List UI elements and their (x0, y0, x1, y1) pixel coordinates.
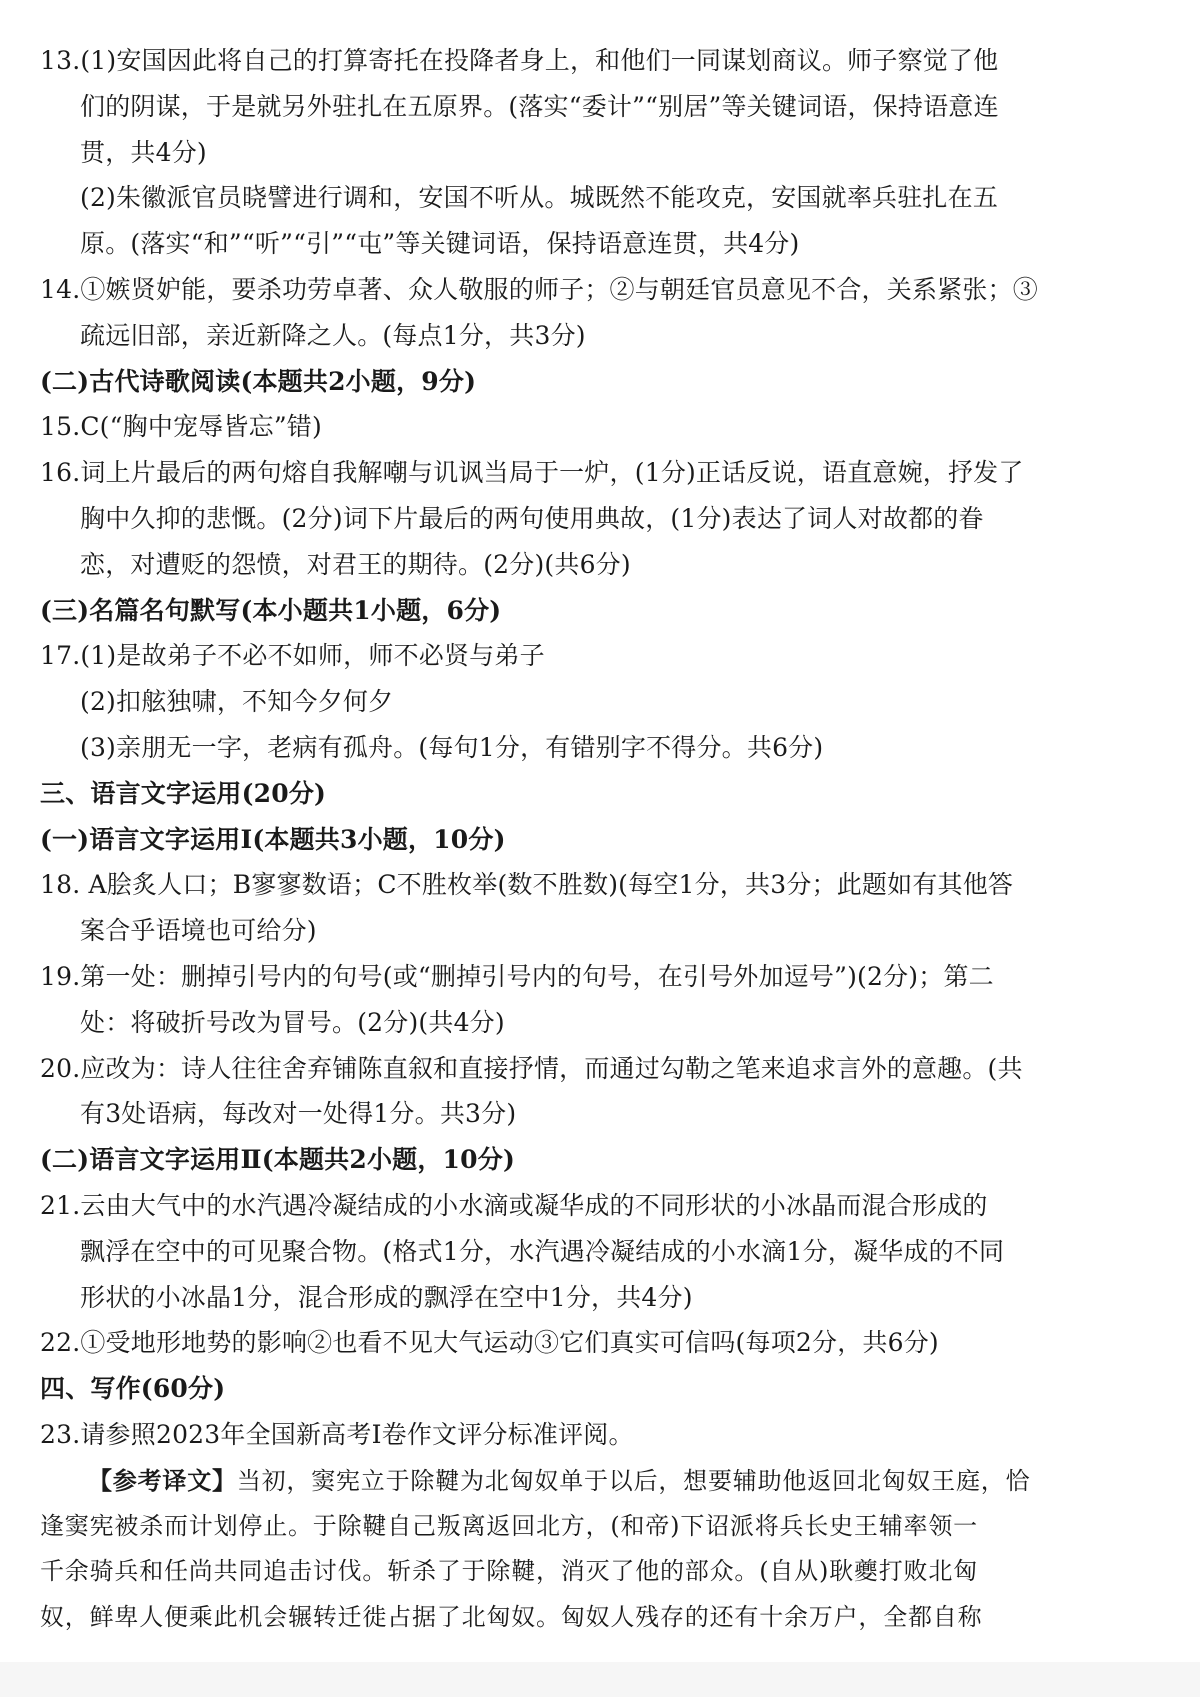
answer-14-line-2: 疏远旧部，亲近新降之人。(每点1分，共3分) (80, 320, 586, 350)
answer-13-2-line-1: (2)朱徽派官员晓譬进行调和，安国不听从。城既然不能攻克，安国就率兵驻扎在五 (80, 183, 999, 213)
answer-20-line-2: 有3处语病，每改对一处得1分。共3分) (80, 1099, 517, 1129)
answer-15: 15.C(“胸中宠辱皆忘”错) (40, 412, 322, 442)
answer-21-line-2: 飘浮在空中的可见聚合物。(格式1分，水汽遇冷凝结成的小水滴1分，凝华成的不同 (80, 1236, 1005, 1266)
answer-17-2: (2)扣舷独啸，不知今夕何夕 (80, 687, 394, 717)
answer-16-line-2: 胸中久抑的悲慨。(2分)词下片最后的两句使用典故，(1分)表达了词人对故都的眷 (80, 503, 984, 533)
answer-13-1-line-1: 13.(1)安国因此将自己的打算寄托在投降者身上，和他们一同谋划商议。师子察觉了他 (40, 46, 999, 75)
answer-16-line-1: 16.词上片最后的两句熔自我解嘲与讥讽当局于一炉，(1分)正话反说，语直意婉，抒发了 (40, 458, 1024, 488)
answer-14-line-1: 14.①嫉贤妒能，要杀功劳卓著、众人敬服的师子；②与朝廷官员意见不合，关系紧张；③ (40, 274, 1038, 304)
answer-18-line-2: 案合乎语境也可给分) (80, 916, 317, 946)
translation-line-2: 逢窦宪被杀而计划停止。于除鞬自己叛离返回北方，(和帝)下诏派将兵长史王辅率领一 (40, 1511, 978, 1540)
answer-20-line-1: 20.应改为：诗人往往舍弃铺陈直叙和直接抒情，而通过勾勒之笔来追求言外的意趣。(共 (40, 1053, 1023, 1083)
answer-17-3: (3)亲朋无一字，老病有孤舟。(每句1分，有错别字不得分。共6分) (80, 732, 824, 762)
answer-22: 22.①受地形地势的影响②也看不见大气运动③它们真实可信吗(每项2分，共6分) (40, 1328, 939, 1358)
section-heading-language-use-1: (一)语言文字运用Ⅰ(本题共3小题，10分) (40, 824, 506, 854)
translation-tag: 【参考译文】 (88, 1465, 237, 1495)
section-heading-language-use: 三、语言文字运用(20分) (40, 778, 327, 808)
answer-13-2-line-2: 原。(落实“和”“听”“引”“屯”等关键词语，保持语意连贯，共4分) (80, 229, 800, 259)
translation-line-1 (40, 1458, 1100, 1504)
answer-17-1: 17.(1)是故弟子不必不如师，师不必贤与弟子 (40, 641, 545, 671)
answer-19-line-1: 19.第一处：删掉引号内的句号(或“删掉引号内的句号，在引号外加逗号”)(2分)；第二 (40, 961, 994, 991)
answer-13-1-line-3: 贯，共4分) (80, 137, 207, 167)
page-bottom-margin (0, 1662, 1200, 1697)
answer-18-line-1: 18. A脍炙人口；B寥寥数语；C不胜枚举(数不胜数)(每空1分，共3分；此题如有其他答 (40, 870, 1014, 900)
answer-23: 23.请参照2023年全国新高考Ⅰ卷作文评分标准评阅。 (40, 1419, 634, 1449)
translation-line-3: 千余骑兵和任尚共同追击讨伐。斩杀了于除鞬，消灭了他的部众。(自从)耿夔打败北匈 (40, 1557, 978, 1586)
section-heading-poetry: (二)古代诗歌阅读(本题共2小题，9分) (40, 366, 477, 396)
answer-21-line-3: 形状的小冰晶1分，混合形成的飘浮在空中1分，共4分) (80, 1282, 693, 1312)
answer-21-line-1: 21.云由大气中的水汽遇冷凝结成的小水滴或凝华成的不同形状的小冰晶而混合形成的 (40, 1190, 988, 1220)
answer-16-line-3: 恋，对遭贬的怨愤，对君王的期待。(2分)(共6分) (80, 549, 631, 579)
translation-first-text: 当初，窦宪立于除鞬为北匈奴单于以后，想要辅助他返回北匈奴王庭，恰 (236, 1466, 1031, 1495)
section-heading-recitation: (三)名篇名句默写(本小题共1小题，6分) (40, 595, 502, 625)
translation-line-4: 奴，鲜卑人便乘此机会辗转迁徙占据了北匈奴。匈奴人残存的还有十余万户，全都自称 (40, 1603, 983, 1632)
section-heading-language-use-2: (二)语言文字运用Ⅱ(本题共2小题，10分) (40, 1145, 515, 1175)
section-heading-writing: 四、写作(60分) (40, 1374, 226, 1404)
answer-19-line-2: 处：将破折号改为冒号。(2分)(共4分) (80, 1007, 505, 1037)
answer-13-1-line-2: 们的阴谋，于是就另外驻扎在五原界。(落实“委计”“别居”等关键词语，保持语意连 (80, 91, 999, 121)
